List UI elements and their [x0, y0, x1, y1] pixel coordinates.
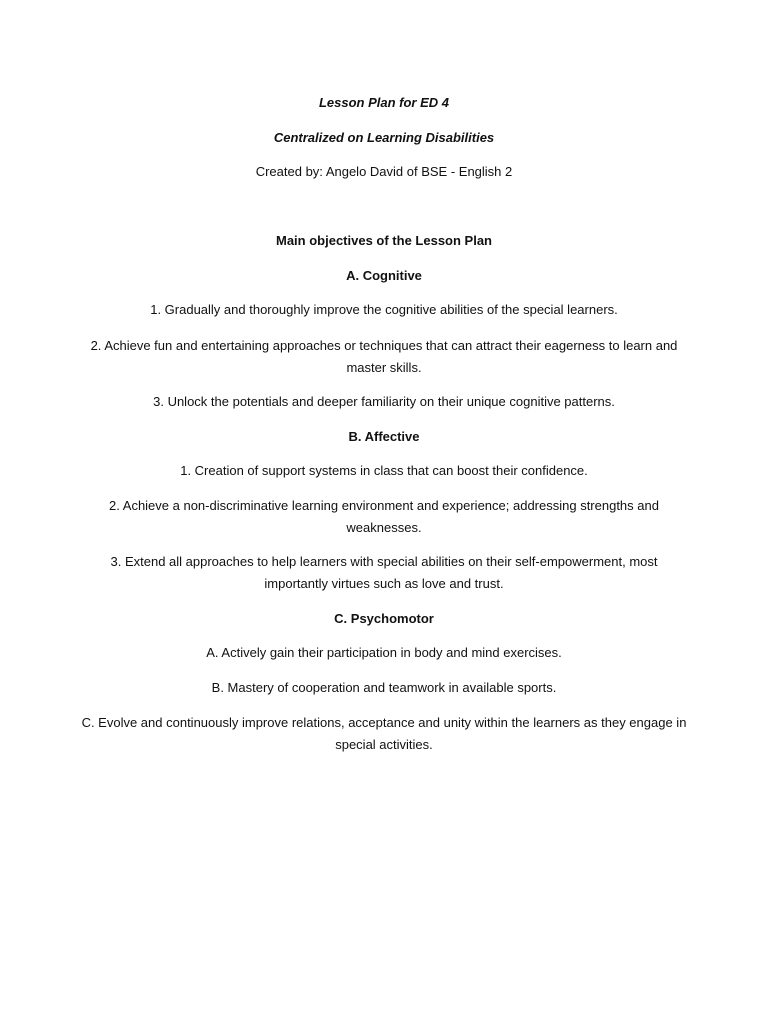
- objectives-heading: Main objectives of the Lesson Plan: [276, 233, 492, 248]
- cognitive-heading: A. Cognitive: [346, 268, 422, 283]
- psychomotor-item-a: A. Actively gain their participation in body and mind exercises.: [206, 645, 562, 660]
- affective-item-3: 3. Extend all approaches to help learners with special abilities on their self-empowerment, most importantly virtues such as love and trust.: [110, 554, 658, 591]
- document-subtitle: Centralized on Learning Disabilities: [273, 130, 495, 145]
- psychomotor-heading: C. Psychomotor: [334, 611, 434, 626]
- affective-heading: B. Affective: [348, 429, 420, 444]
- psychomotor-item-b: B. Mastery of cooperation and teamwork in available sports.: [211, 680, 557, 695]
- affective-item-1: 1. Creation of support systems in class that can boost their confidence.: [180, 463, 588, 478]
- cognitive-item-1: 1. Gradually and thoroughly improve the cognitive abilities of the special learners.: [150, 302, 618, 317]
- psychomotor-item-c: C. Evolve and continuously improve relations, acceptance and unity within the learners as they engage in special activities.: [81, 715, 687, 752]
- cognitive-item-3: 3. Unlock the potentials and deeper familiarity on their unique cognitive patterns.: [153, 394, 615, 409]
- document-page: [80, 0, 688, 1024]
- document-author: Created by: Angelo David of BSE - English 2: [255, 164, 513, 179]
- document-title: Lesson Plan for ED 4: [318, 95, 450, 110]
- affective-item-2: 2. Achieve a non-discriminative learning environment and experience; addressing strengths and weaknesses.: [109, 498, 659, 535]
- cognitive-item-2: 2. Achieve fun and entertaining approaches or techniques that can attract their eagerness to learn and master skills.: [90, 338, 678, 375]
